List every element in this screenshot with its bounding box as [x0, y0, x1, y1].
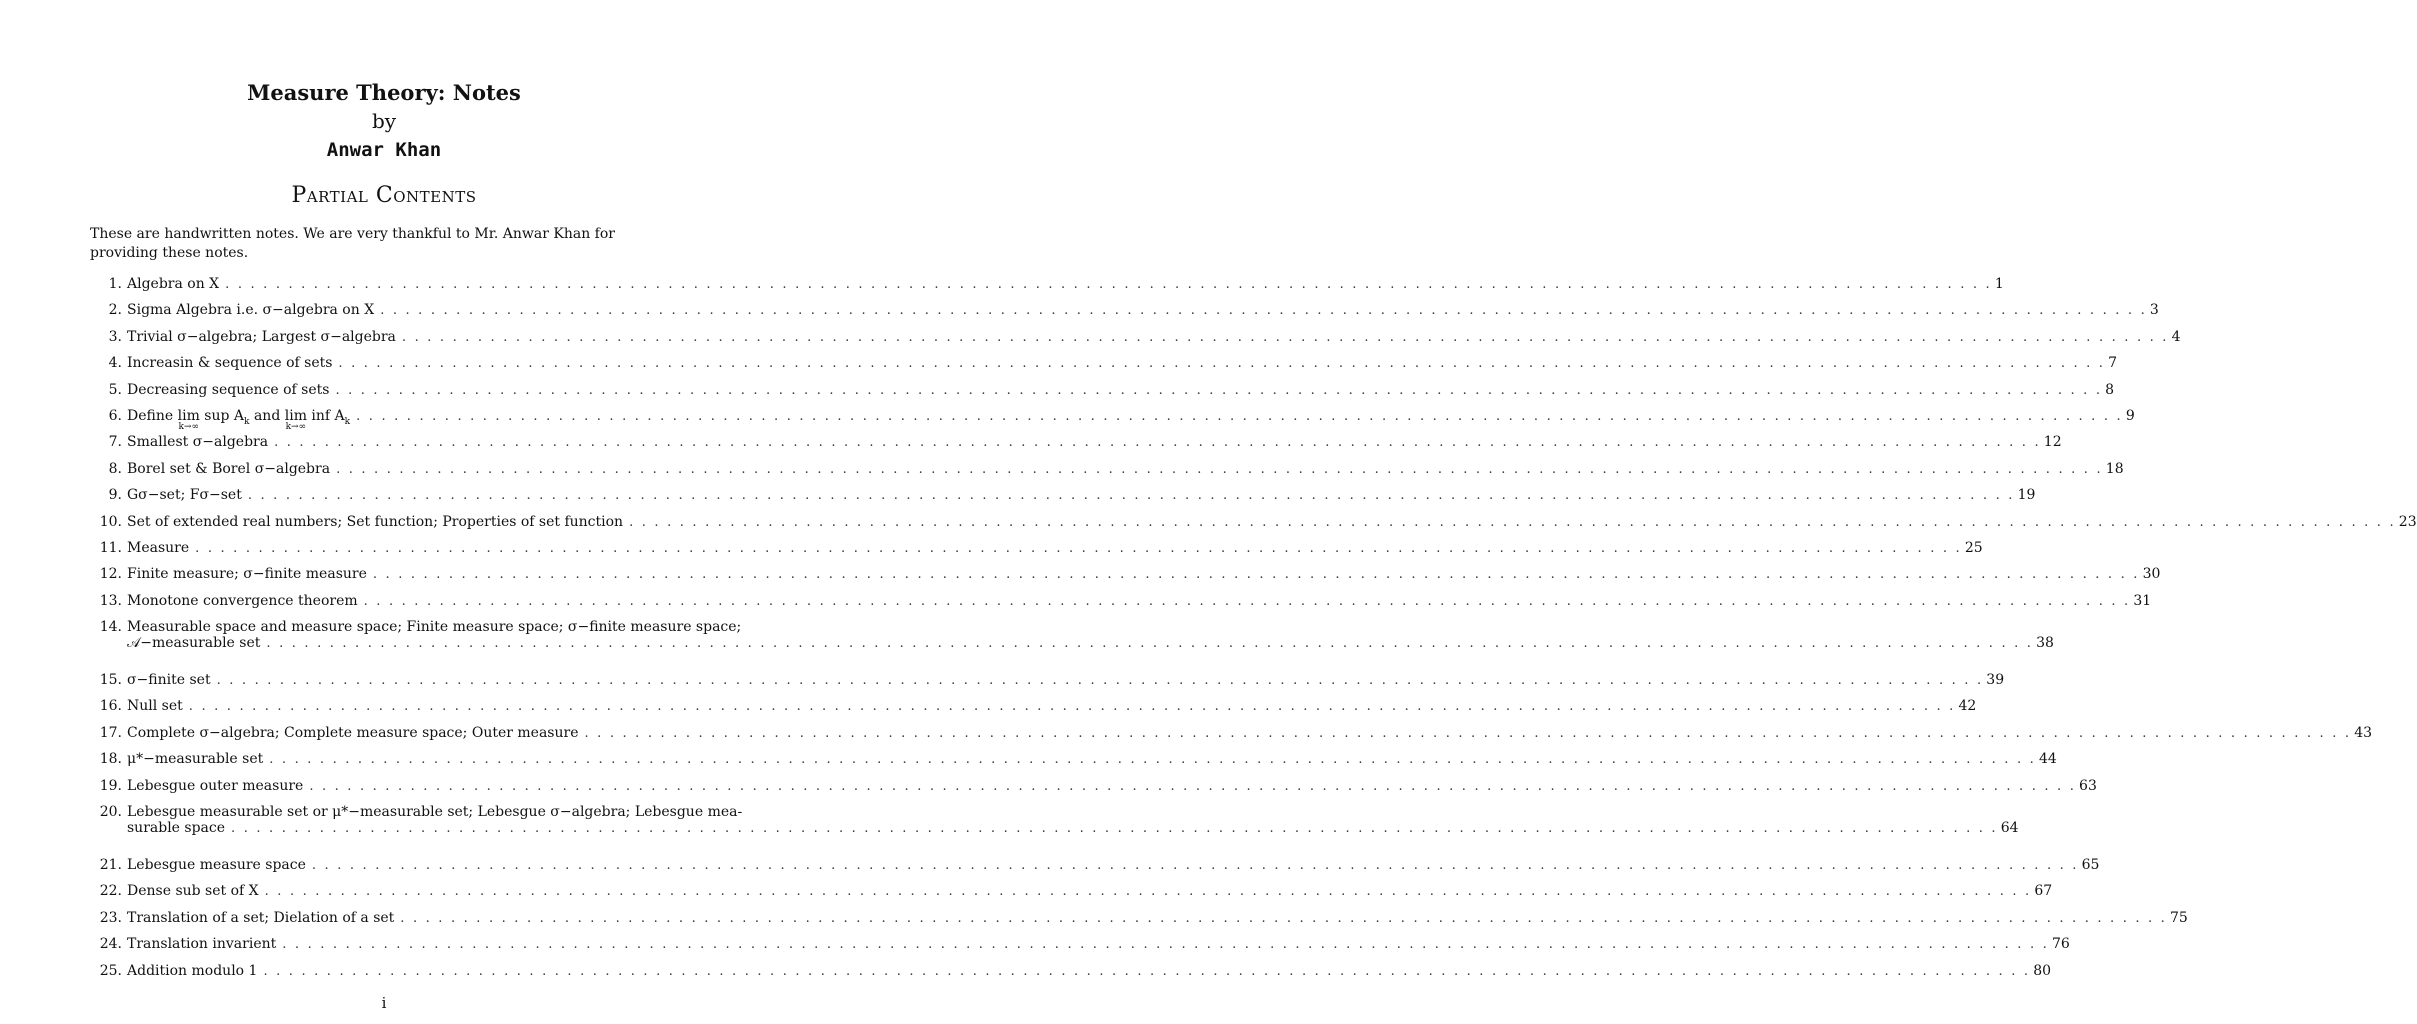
leader-dots — [402, 330, 2169, 345]
toc-entry[interactable] — [90, 724, 2373, 751]
toc-entry[interactable] — [90, 936, 2070, 962]
toc-entry-label: Algebra on X — [127, 276, 220, 292]
toc-entry-number: 1. — [108, 276, 122, 292]
toc-entry-label: μ*−measurable set — [127, 751, 264, 768]
toc-entry-label: Dense sub set of X — [127, 883, 259, 900]
toc-entry-number: 23. — [99, 909, 122, 926]
toc-entry-number: 25. — [99, 962, 122, 979]
toc-entry-page: 38 — [2036, 635, 2054, 652]
toc-entry-page: 63 — [2079, 777, 2097, 794]
toc-entry-number: 20. — [99, 804, 122, 821]
toc-entry[interactable] — [90, 592, 2152, 619]
toc-entry-number: 9. — [108, 487, 122, 504]
toc-entry[interactable] — [90, 302, 2159, 328]
toc-entry[interactable] — [90, 513, 2417, 540]
toc-entry[interactable] — [90, 672, 2005, 698]
toc-entry-number: 2. — [108, 302, 122, 319]
toc-entry[interactable] — [90, 804, 2019, 857]
toc-entry-label: Monotone convergence theorem — [127, 592, 358, 609]
leader-dots — [338, 356, 2105, 371]
toc-entry-label: Gσ−set; Fσ−set — [127, 487, 242, 504]
intro-paragraph: These are handwritten notes. We are very thankful to Mr. Anwar Khan for providing these notes. — [90, 226, 615, 261]
leader-dots — [189, 699, 1956, 714]
toc-entry-label: Addition modulo 1 — [127, 962, 258, 979]
toc-entry-page: 67 — [2034, 883, 2053, 900]
toc-entry-page: 19 — [2017, 487, 2036, 504]
leader-dots — [225, 277, 1992, 292]
toc-entry-page: 64 — [2000, 820, 2019, 837]
leader-dots — [248, 488, 2015, 503]
toc-entry-page: 44 — [2038, 751, 2057, 768]
leader-dots — [263, 964, 2030, 979]
toc-entry-page: 1 — [1994, 276, 2004, 292]
toc-entry[interactable] — [90, 434, 2062, 460]
toc-entry-number: 5. — [108, 381, 122, 398]
leader-dots — [282, 937, 2049, 952]
toc-entry-number: 12. — [99, 566, 122, 583]
toc-entry-page: 42 — [1958, 698, 1977, 715]
toc-entry[interactable] — [90, 751, 2057, 777]
toc-entry[interactable] — [90, 407, 2135, 434]
toc-entry-number: 24. — [99, 936, 122, 953]
toc-entry-number: 14. — [99, 619, 122, 636]
table-of-contents — [90, 276, 2417, 989]
toc-entry-label: Increasin & sequence of sets — [127, 355, 333, 372]
toc-entry-page: 8 — [2105, 381, 2115, 398]
toc-entry-label: Borel set & Borel σ−algebra — [127, 460, 331, 477]
toc-entry-number: 7. — [108, 434, 122, 451]
toc-entry[interactable] — [90, 962, 2052, 989]
toc-entry[interactable] — [90, 909, 2188, 936]
toc-entry-number: 21. — [99, 857, 122, 874]
toc-entry-number: 15. — [99, 672, 122, 689]
limit-subscript: k→∞ — [178, 421, 199, 432]
leader-dots — [269, 752, 2036, 767]
leader-dots — [266, 636, 2033, 651]
toc-entry-number: 22. — [99, 883, 122, 900]
leader-dots — [312, 858, 2079, 873]
leader-dots — [217, 673, 1984, 688]
toc-entry-label: Set of extended real numbers; Set function; Properties of set function — [127, 513, 624, 530]
toc-entry-label: σ−finite set — [127, 672, 211, 689]
toc-entry-page: 30 — [2142, 566, 2161, 583]
toc-entry-number: 19. — [99, 777, 122, 794]
leader-dots — [231, 821, 1998, 836]
leader-dots — [336, 462, 2103, 477]
toc-entry-label: Lebesgue outer measure — [127, 777, 304, 794]
toc-entry-label: 𝒜−measurable set — [127, 635, 261, 652]
toc-entry-page: 65 — [2081, 857, 2100, 874]
toc-entry[interactable] — [90, 487, 2036, 513]
toc-entry-label: Measure — [127, 539, 190, 556]
leader-dots — [195, 541, 1962, 556]
document-title: Measure Theory: Notes — [247, 80, 521, 105]
author-name: Anwar Khan — [326, 139, 442, 161]
toc-entry-label-first-line: Measurable space and measure space; Finite measure space; σ−finite measure space; — [127, 619, 742, 636]
toc-entry[interactable] — [90, 698, 1977, 724]
toc-entry-page: 31 — [2133, 592, 2152, 609]
leader-dots — [274, 435, 2041, 450]
toc-entry-label: Finite measure; σ−finite measure — [127, 566, 367, 583]
toc-entry-number: 10. — [99, 513, 122, 530]
toc-entry-label-first-line: Lebesgue measurable set or μ*−measurable set; Lebesgue σ−algebra; Lebesgue mea- — [127, 804, 743, 821]
toc-entry-page: 25 — [1964, 539, 1983, 556]
toc-entry-number: 3. — [108, 328, 122, 345]
leader-dots — [373, 567, 2140, 582]
section-heading: Partial Contents — [291, 183, 477, 208]
leader-dots — [364, 594, 2131, 609]
toc-entry-page: 39 — [1986, 672, 2005, 689]
toc-entry-number: 4. — [108, 355, 122, 372]
toc-entry[interactable] — [90, 328, 2181, 355]
toc-entry[interactable] — [90, 539, 1983, 566]
toc-entry-page: 80 — [2033, 962, 2052, 979]
toc-entry-label: Decreasing sequence of sets — [127, 381, 330, 398]
toc-entry-number: 16. — [99, 698, 122, 715]
toc-entry-page: 43 — [2354, 724, 2373, 741]
toc-entry-number: 13. — [99, 592, 122, 609]
toc-entry-label: Sigma Algebra i.e. σ−algebra on X — [127, 302, 375, 319]
leader-dots — [335, 383, 2102, 398]
toc-entry[interactable] — [90, 381, 2115, 408]
toc-entry[interactable] — [90, 857, 2100, 883]
toc-entry-number: 8. — [108, 460, 122, 477]
leader-dots — [309, 779, 2076, 794]
toc-entry[interactable] — [90, 619, 2054, 672]
toc-entry-number: 6. — [108, 407, 122, 424]
by-line: by — [371, 109, 397, 133]
leader-dots — [380, 303, 2147, 318]
toc-entry-label: Null set — [127, 698, 183, 715]
toc-entry-label: Lebesgue measure space — [127, 857, 306, 874]
toc-entry-label: Complete σ−algebra; Complete measure space; Outer measure — [127, 724, 579, 741]
toc-entry[interactable] — [90, 355, 2118, 381]
toc-entry-number: 18. — [99, 751, 122, 768]
toc-entry-number: 17. — [99, 724, 122, 741]
toc-entry-page: 7 — [2108, 355, 2118, 372]
leader-dots — [265, 884, 2032, 899]
toc-entry[interactable] — [90, 777, 2097, 804]
leader-dots — [629, 515, 2396, 530]
leader-dots — [400, 911, 2167, 926]
toc-entry-label: Translation of a set; Dielation of a set — [127, 909, 395, 926]
toc-entry-label: Smallest σ−algebra — [127, 434, 269, 451]
toc-entry-label: Trivial σ−algebra; Largest σ−algebra — [127, 328, 396, 345]
toc-entry-label: Define lim k→∞ sup $A_k$ and lim k→∞ inf $A_k$ — [127, 407, 351, 432]
toc-entry-page: 9 — [2125, 407, 2135, 424]
toc-entry[interactable] — [90, 883, 2053, 909]
toc-entry[interactable] — [90, 460, 2124, 487]
leader-dots — [356, 409, 2123, 424]
page-number: i — [381, 994, 387, 1012]
toc-entry[interactable] — [90, 566, 2161, 592]
limit-subscript: k→∞ — [285, 421, 307, 432]
toc-entry-page: 23 — [2398, 513, 2417, 530]
toc-entry-page: 12 — [2043, 434, 2062, 451]
toc-entry-page: 76 — [2051, 936, 2070, 953]
toc-entry-label: surable space — [127, 820, 226, 837]
leader-dots — [585, 726, 2352, 741]
toc-entry-label: Translation invarient — [127, 936, 277, 953]
toc-entry-page: 75 — [2170, 909, 2188, 926]
toc-entry-page: 18 — [2105, 460, 2124, 477]
toc-entry-number: 11. — [99, 539, 122, 556]
toc-entry-page: 3 — [2149, 302, 2159, 319]
toc-entry-page: 4 — [2171, 328, 2181, 345]
toc-entry[interactable] — [90, 276, 2004, 302]
